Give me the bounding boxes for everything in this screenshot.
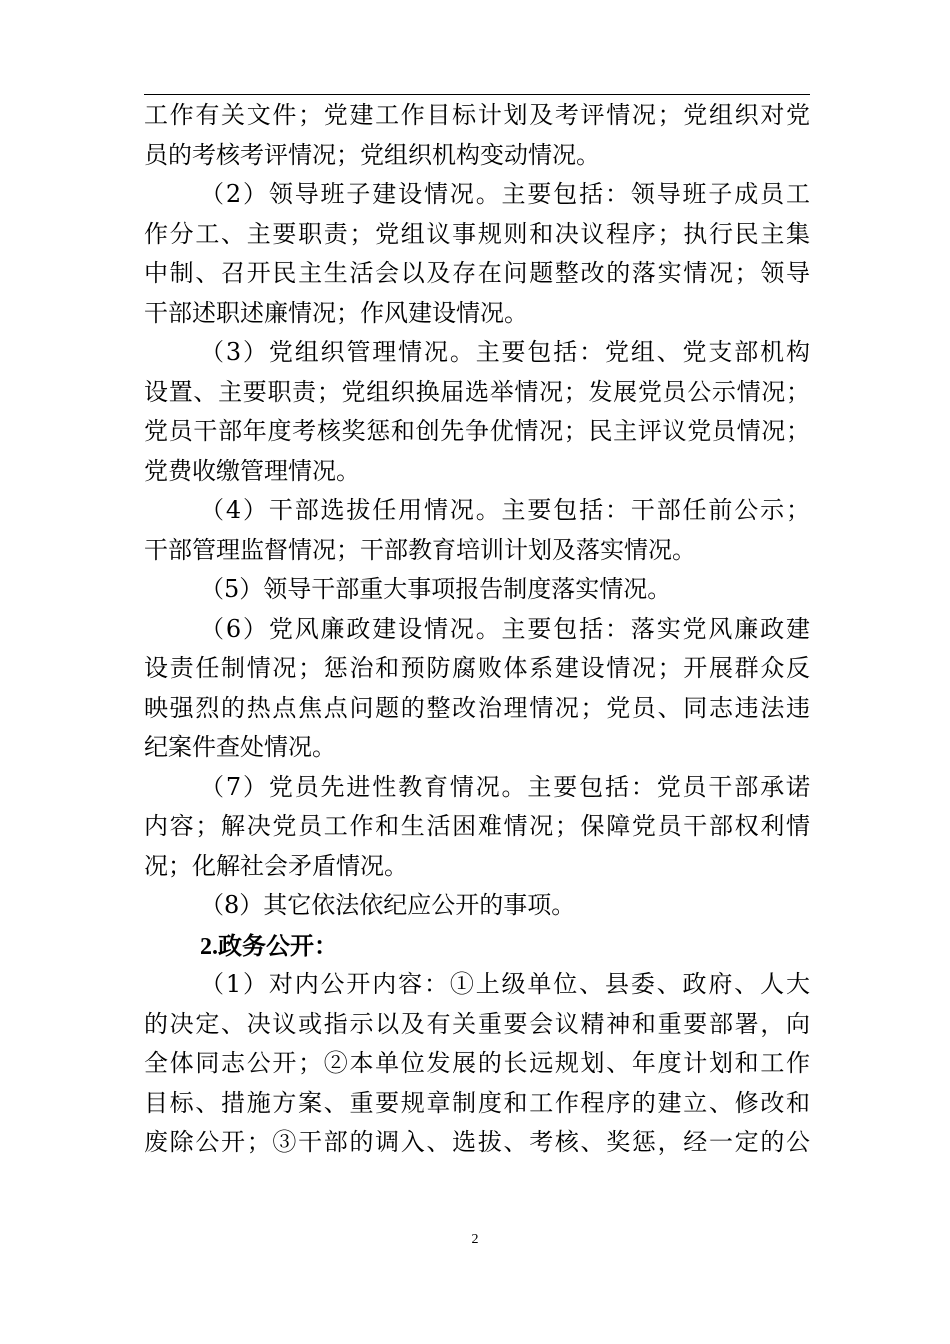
text-line: 干部述职述廉情况；作风建设情况。 [144,298,528,327]
text-line: 设责任制情况；惩治和预防腐败体系建设情况；开展群众反 [144,654,810,682]
paragraph-start-line: （6）党风廉政建设情况。主要包括：落实党风廉政建 [200,614,810,643]
section-heading-text: 政务公开： [218,930,338,960]
text-line: 废除公开；③干部的调入、选拔、考核、奖惩，经一定的公 [144,1128,810,1156]
text-line: 映强烈的热点焦点问题的整改治理情况；党员、同志违法违 [144,693,810,722]
text-line: 中制、召开民主生活会以及存在问题整改的落实情况；领导 [144,259,810,287]
paragraph-start-line: （8）其它依法依纪应公开的事项。 [200,891,576,919]
text-line: 的决定、决议或指示以及有关重要会议精神和重要部署，向 [144,1009,810,1038]
page-number: 2 [471,1232,479,1247]
document-body [144,96,810,1163]
text-line: 况；化解社会矛盾情况。 [144,851,408,880]
text-line: 党员干部年度考核奖惩和创先争优情况；民主评议党员情况； [144,417,810,445]
text-line: 员的考核考评情况；党组织机构变动情况。 [144,140,600,169]
header-rule [144,94,810,95]
text-line: 内容；解决党员工作和生活困难情况；保障党员干部权利情 [144,812,810,840]
paragraph-start-line: （2）领导班子建设情况。主要包括：领导班子成员工 [200,180,810,208]
text-line: 干部管理监督情况；干部教育培训计划及落实情况。 [144,535,696,564]
section-heading [144,926,810,966]
paragraph-start-line: （4）干部选拔任用情况。主要包括：干部任前公示； [200,496,810,524]
text-line: 全体同志公开；②本单位发展的长远规划、年度计划和工作 [144,1049,810,1077]
paragraph-start-line: （7）党员先进性教育情况。主要包括：党员干部承诺 [200,772,810,801]
text-line: 作分工、主要职责；党组议事规则和决议程序；执行民主集 [144,219,810,248]
paragraph-start-line: （5）领导干部重大事项报告制度落实情况。 [200,575,672,603]
text-line: 目标、措施方案、重要规章制度和工作程序的建立、修改和 [144,1088,810,1117]
paragraph-start-line: （3）党组织管理情况。主要包括：党组、党支部机构 [200,338,810,366]
text-line: 工作有关文件；党建工作目标计划及考评情况；党组织对党 [144,101,810,129]
text-line: 设置、主要职责；党组织换届选举情况；发展党员公示情况； [144,377,810,406]
paragraph-start-line: （1）对内公开内容：①上级单位、县委、政府、人大 [200,970,810,998]
section-heading-number: 2. [200,933,218,960]
text-line: 党费收缴管理情况。 [144,456,360,485]
text-line: 纪案件查处情况。 [144,733,336,761]
